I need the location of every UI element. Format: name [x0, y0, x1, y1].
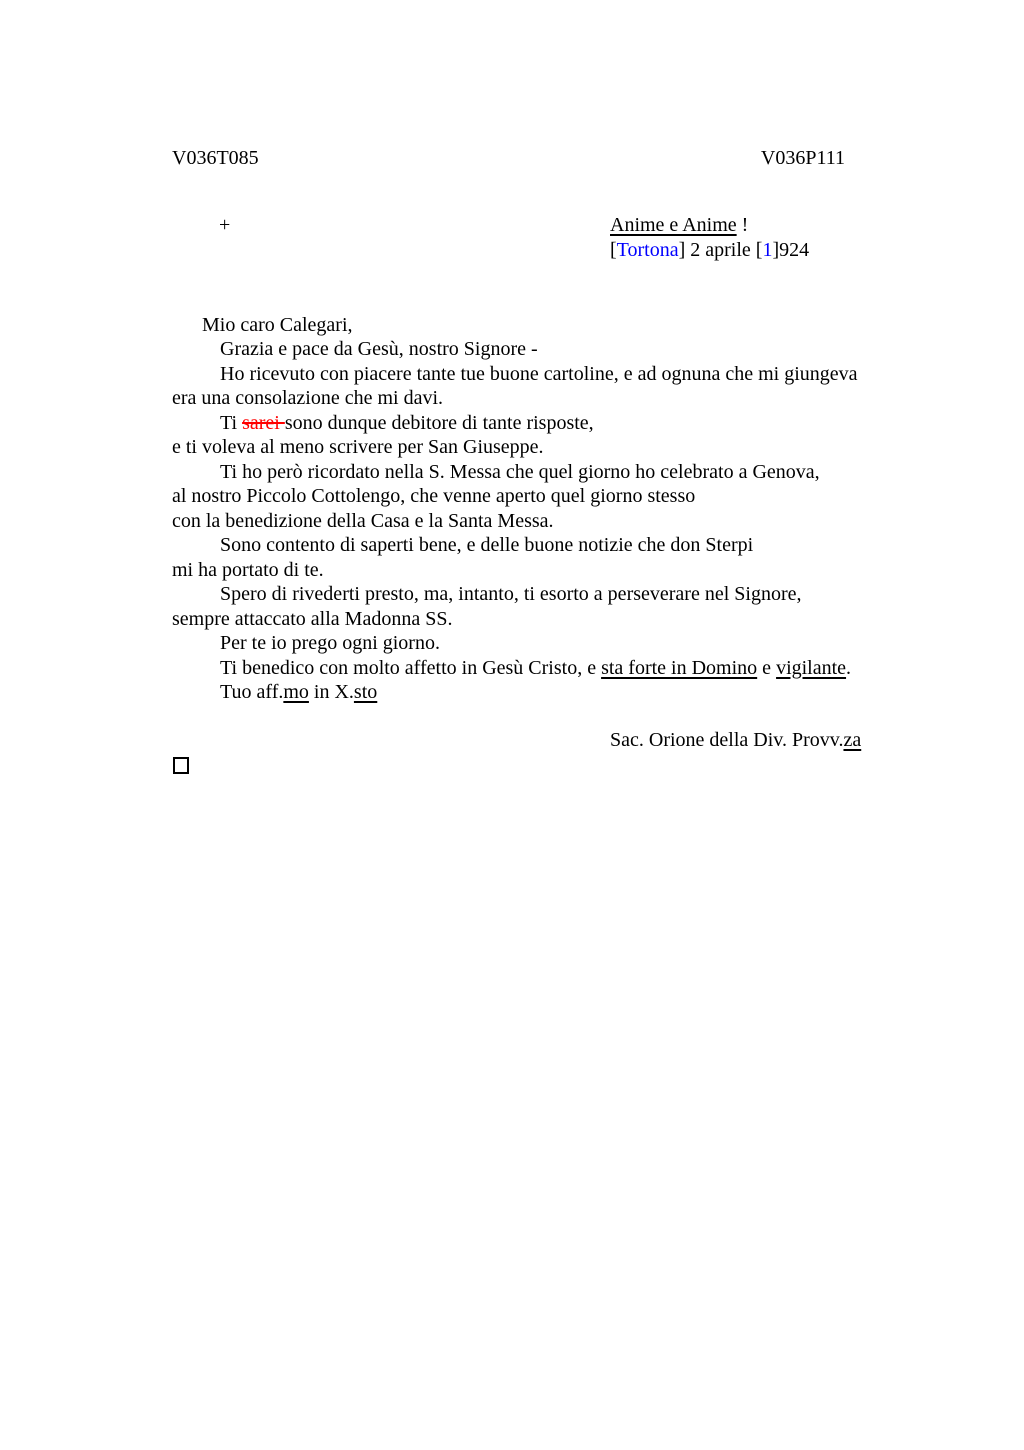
letter-line: [172, 558, 952, 583]
text-segment-plain: ]924: [772, 238, 810, 261]
letter-line: [172, 460, 952, 485]
text-segment-plain: sempre attaccato alla Madonna SS.: [172, 607, 453, 630]
text-segment-plain: .: [846, 656, 852, 679]
text-segment-plain: ] 2 aprile [: [678, 238, 763, 261]
text-segment-plain: Spero di rivederti presto, ma, intanto, ti esorto a perseverare nel Signore,: [220, 583, 802, 605]
text-segment-blue: Tortona: [616, 238, 679, 261]
letter-lines: [172, 337, 952, 705]
text-segment-plain: mi ha portato di te.: [172, 558, 324, 581]
text-segment-plain: Sac. Orione della Div. Provv.: [610, 729, 844, 751]
text-segment-plain: sono dunque debitore di tante risposte,: [284, 411, 594, 434]
letter-line: [172, 435, 952, 460]
archive-code-left: V036T085: [172, 147, 259, 169]
letter-line: [172, 509, 952, 534]
letter-line: [172, 680, 952, 705]
salutation-text: Mio caro Calegari,: [202, 313, 353, 336]
motto-line: [610, 213, 809, 238]
text-segment-underline: mo: [283, 681, 309, 703]
footnote-placeholder-square: [173, 757, 189, 774]
letter-line: [172, 656, 952, 681]
dateline: [610, 238, 809, 263]
text-segment-plain: era una consolazione che mi davi.: [172, 387, 443, 409]
letter-line: [172, 362, 952, 387]
text-segment-plain: al nostro Piccolo Cottolengo, che venne aperto quel giorno stesso: [172, 485, 696, 507]
salutation-line: [172, 288, 952, 336]
text-segment-plain: [: [610, 238, 617, 261]
text-segment-plain: Tuo aff.: [220, 681, 284, 703]
letter-line: [172, 533, 952, 558]
text-segment-plain: e ti voleva al meno scrivere per San Giuseppe.: [172, 436, 544, 458]
text-segment-plain: Ho ricevuto con piacere tante tue buone cartoline, e ad ognuna che mi giungeva: [220, 362, 858, 385]
text-segment-plain: Ti ho però ricordato nella S. Messa che quel giorno ho celebrato a Genova,: [220, 460, 820, 483]
signature-line: [610, 728, 861, 753]
text-segment-underline: sto: [353, 681, 378, 703]
letter-line: [172, 607, 952, 632]
letter-line: [172, 484, 952, 509]
text-segment-blue: 1: [762, 238, 773, 261]
letterhead-block: [610, 213, 809, 262]
text-segment-plain: !: [736, 214, 749, 236]
text-segment-underline: vigilante: [776, 656, 847, 679]
text-segment-plain: Per te io prego ogni giorno.: [220, 632, 440, 654]
text-segment-plain: con la benedizione della Casa e la Santa Messa.: [172, 509, 554, 532]
cross-mark: +: [219, 214, 231, 236]
letter-line: [172, 386, 952, 411]
text-segment-plain: Ti: [220, 411, 243, 434]
text-segment-plain: e: [757, 656, 777, 679]
letter-body: [172, 288, 952, 705]
text-segment-underline: za: [843, 729, 862, 751]
text-segment-plain: Ti benedico con molto affetto in Gesù Cristo, e: [220, 656, 602, 679]
letter-line: [172, 582, 952, 607]
text-segment-underline: sta forte in Domino: [601, 656, 758, 679]
text-segment-underline: Anime e Anime: [610, 214, 737, 236]
archive-code-right: V036P111: [760, 147, 845, 169]
letter-line: [172, 631, 952, 656]
text-segment-plain: Grazia e pace da Gesù, nostro Signore -: [220, 338, 538, 360]
text-segment-plain: in X.: [308, 681, 354, 703]
letter-line: [172, 337, 952, 362]
text-segment-plain: Sono contento di saperti bene, e delle buone notizie che don Sterpi: [220, 534, 754, 556]
letter-line: [172, 411, 952, 436]
text-segment-red-strike: sarei: [242, 411, 285, 434]
archive-codes-row: [172, 146, 845, 171]
